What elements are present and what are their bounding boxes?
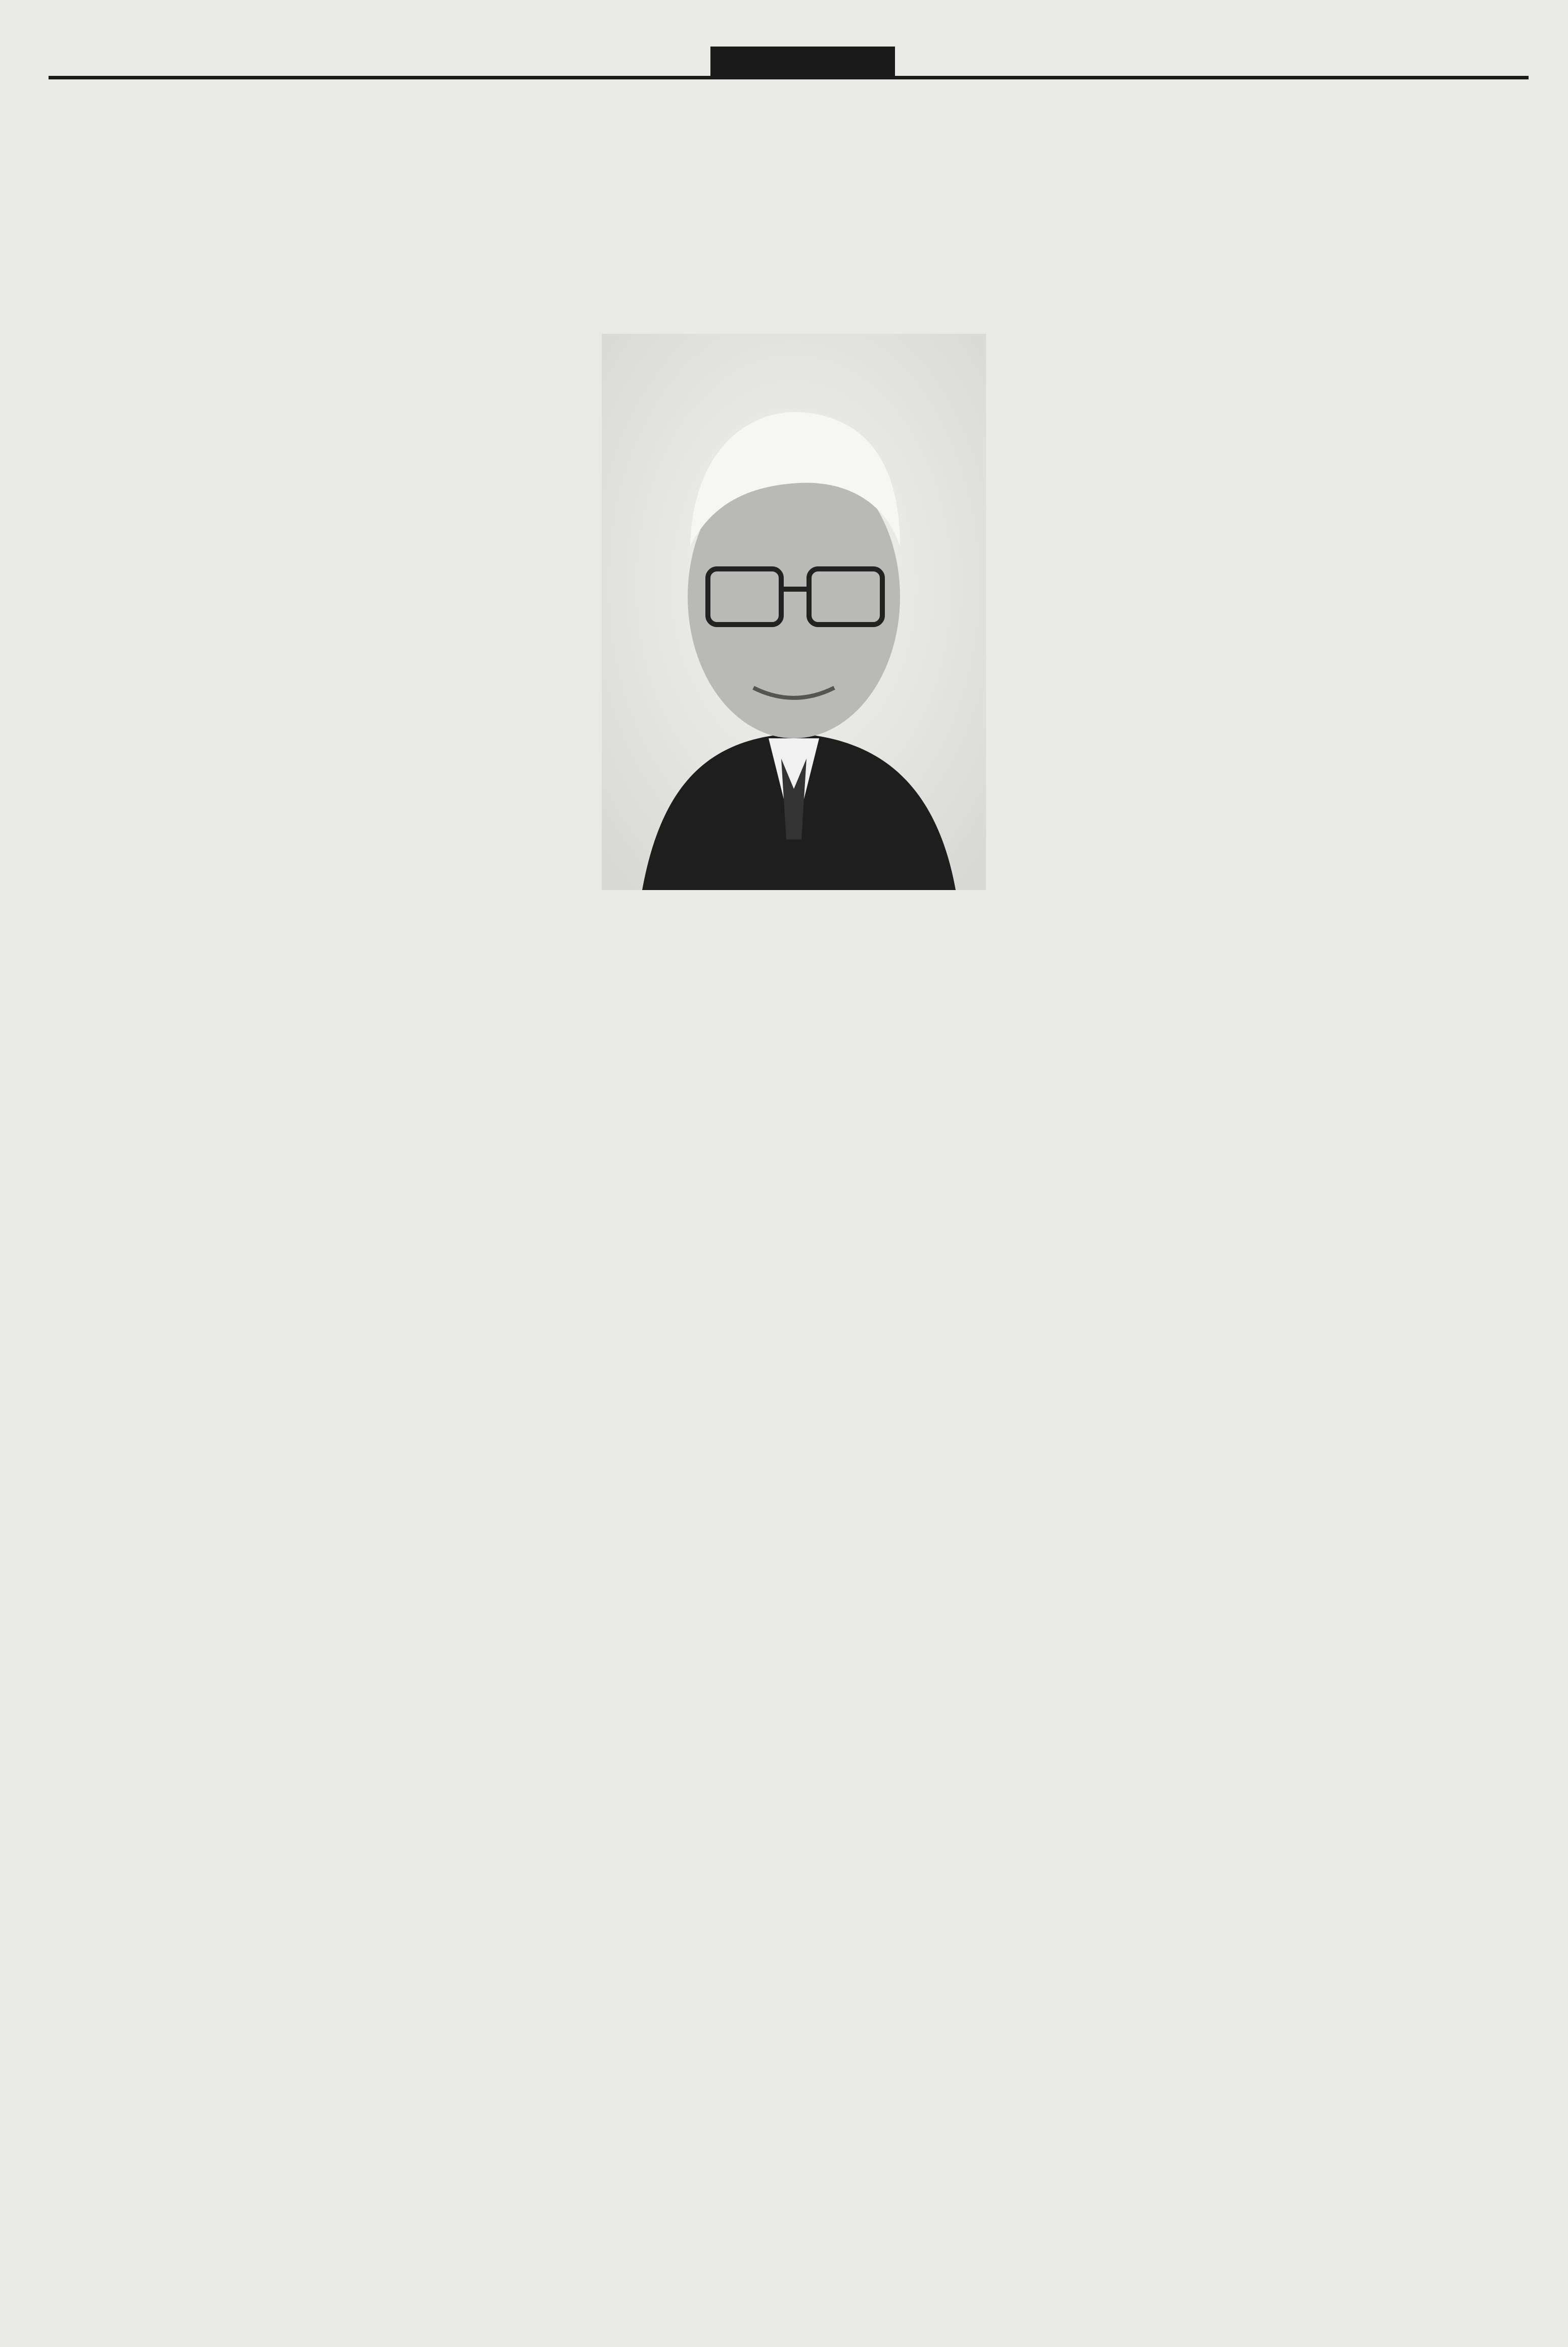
- text-column-2: [379, 1037, 698, 2311]
- adjacent-article-bleed-2: [1102, 91, 1254, 293]
- text-column-1: [51, 1037, 359, 2311]
- text-column-5: [1264, 96, 1537, 2311]
- text-column-4: [978, 314, 1302, 2311]
- text-column-3: [688, 900, 1006, 2311]
- portrait-photo: [602, 334, 986, 890]
- section-label: [710, 47, 895, 78]
- header-rule: [49, 76, 1529, 79]
